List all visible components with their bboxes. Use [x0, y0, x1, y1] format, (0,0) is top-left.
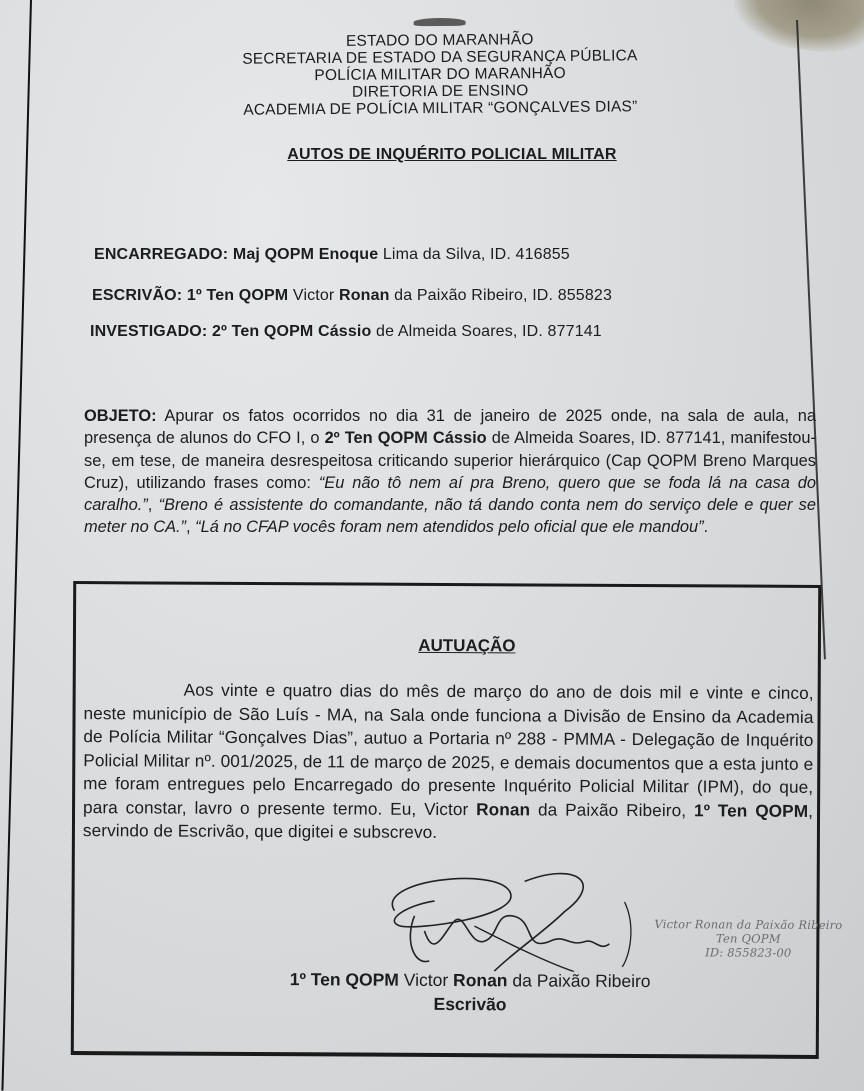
party-label: INVESTIGADO:	[90, 323, 208, 340]
objeto-separator: ,	[147, 496, 159, 515]
party-rank: Maj QOPM	[232, 246, 315, 263]
autuacao-section	[71, 581, 843, 1059]
party-name-rest: de Almeida Soares, ID. 877141	[376, 323, 602, 340]
party-investigado	[90, 323, 602, 341]
signer-name-rest: da Paixão Ribeiro	[512, 970, 651, 992]
party-name-pre: Victor	[292, 287, 335, 304]
party-label: ENCARREGADO:	[94, 246, 229, 263]
signer-name	[74, 968, 816, 993]
autuacao-text: Aos vinte e quatro dias do mês de março do ano de dois mil e vinte e cinco, neste município de São Luís - MA, na Sala onde funciona a Divisão de Ensino da Academia de Polícia Militar “Gonçalves Dias”, autuo a Portaria nº 288 - PMMA - Delegação de Inquérito Policial Militar nº. 001/2025, de 11 de março de 2025, e demais documentos que a esta junto e me foram entregues pelo Encarregado do presente Inquérito Policial Militar (IPM), do que, para constar, lavro o presente termo. Eu, Victor	[83, 679, 814, 819]
official-stamp	[648, 917, 848, 960]
paragraph-indent	[84, 695, 184, 696]
header-secretariat: SECRETARIA DE ESTADO DA SEGURANÇA PÚBLICA	[242, 47, 638, 68]
document-title: AUTOS DE INQUÉRITO POLICIAL MILITAR	[287, 146, 617, 163]
letterhead	[180, 12, 701, 120]
party-encarregado	[94, 246, 570, 264]
header-state: ESTADO DO MARANHÃO	[345, 31, 534, 50]
autuacao-bold: Ronan	[476, 798, 531, 819]
party-rank: 2º Ten QOPM	[211, 323, 314, 340]
objeto-quote: “Lá no CFAP vocês foram nem atendidos pelo oficial que ele mandou”	[195, 518, 704, 537]
party-rank: 1º Ten QOPM	[186, 287, 289, 304]
state-crest-icon	[414, 18, 466, 26]
stamp-name: Victor Ronan da Paixão Ribeiro	[654, 917, 843, 933]
objeto-quote: “Eu não tô nem aí pra Breno, quero que se foda lá na casa do caralho.”	[84, 473, 817, 515]
autuacao-text: , servindo de Escrivão, que digitei e subscrevo.	[82, 800, 814, 842]
party-name-bold: Ronan	[339, 287, 390, 304]
header-directorate: DIRETORIA DE ENSINO	[351, 82, 529, 101]
party-label: ESCRIVÃO:	[92, 287, 183, 304]
signer-role: Escrivão	[433, 993, 507, 1015]
handwritten-signature-icon	[374, 871, 635, 972]
autuacao-bold: 1º Ten QOPM	[693, 799, 809, 821]
objeto-investigado: 2º Ten QOPM Cássio	[324, 429, 487, 448]
party-escrivao	[92, 287, 612, 305]
autuacao-title: AUTUAÇÃO	[418, 635, 516, 656]
signer-rank: 1º Ten QOPM	[289, 969, 399, 990]
stamp-rank: Ten QOPM	[716, 931, 781, 946]
objeto-text: de Almeida Soares, ID. 877141, manifestou-se, em tese, de maneira desrespeitosa criticando superior hierárquico (Cap QOPM Breno Marques Cruz), utilizando frases como:	[84, 429, 816, 492]
party-name-bold: Enoque	[318, 246, 379, 263]
signer-name-pre: Victor	[403, 969, 449, 991]
autuacao-text: da Paixão Ribeiro,	[530, 798, 695, 820]
objeto-label: OBJETO:	[84, 407, 157, 425]
objeto-text: Apurar os fatos ocorridos no dia 31 de janeiro de 2025 onde, na sala de aula, na presença de alunos do CFO I, o	[84, 407, 816, 448]
party-name-rest: da Paixão Ribeiro, ID. 855823	[394, 287, 612, 304]
stamp-id: ID: 855823-00	[705, 945, 792, 960]
signer-name-bold: Ronan	[453, 970, 508, 991]
objeto-paragraph	[84, 405, 816, 539]
objeto-quote: “Breno é assistente do comandante, não tá dando conta nem do serviço dele e quer se meter no CA.”	[84, 496, 816, 537]
autuacao-paragraph	[83, 678, 814, 846]
party-name-bold: Cássio	[318, 323, 372, 340]
party-name-rest: Lima da Silva, ID. 416855	[382, 246, 570, 263]
header-police: POLÍCIA MILITAR DO MARANHÃO	[314, 64, 566, 85]
objeto-separator: ,	[186, 518, 196, 537]
objeto-end: .	[703, 518, 709, 537]
header-academy: ACADEMIA DE POLÍCIA MILITAR “GONÇALVES DIAS”	[243, 98, 638, 119]
